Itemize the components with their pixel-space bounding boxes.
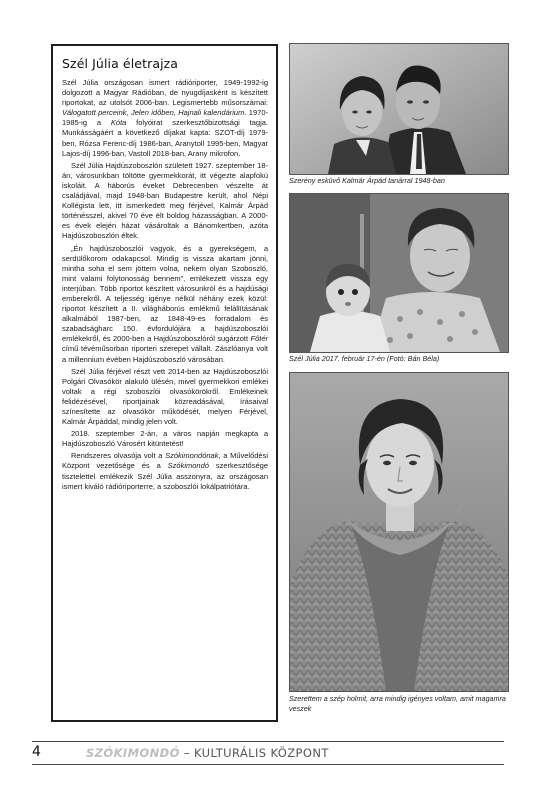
wedding-photo-image [290, 44, 508, 174]
wedding-photo-caption: Szerény esküvő Kalmár Árpád tanárral 1948-ban [289, 176, 445, 185]
bio-paragraph-6: Rendszeres olvasója volt a Szókimondónak, a Művelődési Központ vezetősége és a Szókimondó szerkesztősége tisztelettel emlékezik Szél Júlia asszonyra, az országosan ismert kiváló rádióriporterre, a szoboszlói lokálpatriótára. [62, 451, 269, 491]
footer-bottom-rule [32, 764, 504, 765]
magazine-brand: SZÓKIMONDÓ [86, 746, 180, 760]
bio-paragraph-4: Szél Júlia férjével részt vett 2014-ben az Hajdúszoboszlói Polgári Olvasókör alakuló ülésén, mivel gyermekkori emlékei voltak a régi szoboszlói olvasókörökről. Emlékeinek felidézésével, riportjainak közreadásával, írásaival színesítette az olvasókör működését, melyen Férjével, Kalmár Árpáddal, mindig jelen volt. [62, 366, 268, 427]
bio-paragraph-3: „Én hajdúszoboszlói vagyok, és a gyerekségem, a serdülőkorom odakapcsol. Mindig is vissza akartam jönni, mintha soha el sem jöttem volna, nekem olyan Szoboszló, mint valami folytonosság bennem”, emlékezett vissza egy interjúban. Több riportot készített városunkról és a hajdúsági emberekről. A teljesség igénye nélkül néhány ezek közül: riportot készített a II. világháborús emlékmű felállításának alkalmából 1987-ben, az 1848-49-es forradalom és szabadságharc 150. évfordulójára a hajdúszoboszlói emlékekről, és 2000-ben a Hajdúszoboszlóról sugárzott Főtér című tévéműsorban riporteri szerepet vállalt. Zászlóanya volt a millennium évében Hajdúszoboszló városában. [62, 243, 268, 364]
elderly-portrait-photo [289, 193, 509, 353]
fur-coat-portrait-photo [289, 372, 509, 692]
bio-paragraph-1: Szél Júlia országosan ismert rádióriporter, 1949-1992-ig dolgozott a Magyar Rádióban, de nyugdíjasként is készített riportokat, az utolsót 2006-ban. Legismertebb műsorszámai: Válogatott perceink, Jelen időben, Hajnali kalendárium. 1970-1985-ig a Kóta folyóirat szerkesztőbizottsági tagja. Munkásságáért a következő díjakat kapta: SZOT-díj 1979-ben, Rózsa Ferenc-díj 1986-ban, Aranytoll 1995-ben, Magyar Lajos-díj 1996-ban, Vastoll 2018-ban, Arany mikrofon. [62, 78, 269, 158]
page-number: 4 [32, 744, 41, 760]
wedding-photo [289, 43, 509, 175]
bio-paragraph-5: 2018. szeptember 2-án, a város napján megkapta a Hajdúszoboszló Városért kitüntetést! [62, 429, 268, 449]
footer-subtitle: KULTURÁLIS KÖZPONT [194, 746, 329, 760]
footer-separator: – [179, 746, 195, 760]
bio-paragraph-2: Szél Júlia Hajdúszoboszlón született 1927. szeptember 18-án, városunkban töltötte gyermekkorát, itt végezte alapfokú iskoláit. A háborús éveket Debrecenben vészelte át családjával, majd 1948-ban Budapestre került, ahol Népi Kollégista lett, itt ismerkedett meg férjével, Kalmár Árpád történésszel, akivel 70 éve élt boldog házasságban. A 2000-es évek elején házat vásároltak a Bánomkertben, azóta Hajdúszoboszlón éltek. [62, 160, 268, 241]
fur-coat-portrait-image [290, 373, 508, 691]
biography-title: Szél Júlia életrajza [62, 56, 179, 71]
footer-title [86, 746, 329, 760]
footer-top-rule [32, 741, 504, 742]
elderly-portrait-image [290, 194, 508, 352]
biography-box [51, 44, 278, 722]
elderly-portrait-caption: Szél Júlia 2017. február 17-én (Fotó: Bán Béla) [289, 354, 440, 363]
fur-coat-portrait-caption: Szerettem a szép holmit, arra mindig igényes voltam, amit magamra veszek [289, 694, 506, 713]
